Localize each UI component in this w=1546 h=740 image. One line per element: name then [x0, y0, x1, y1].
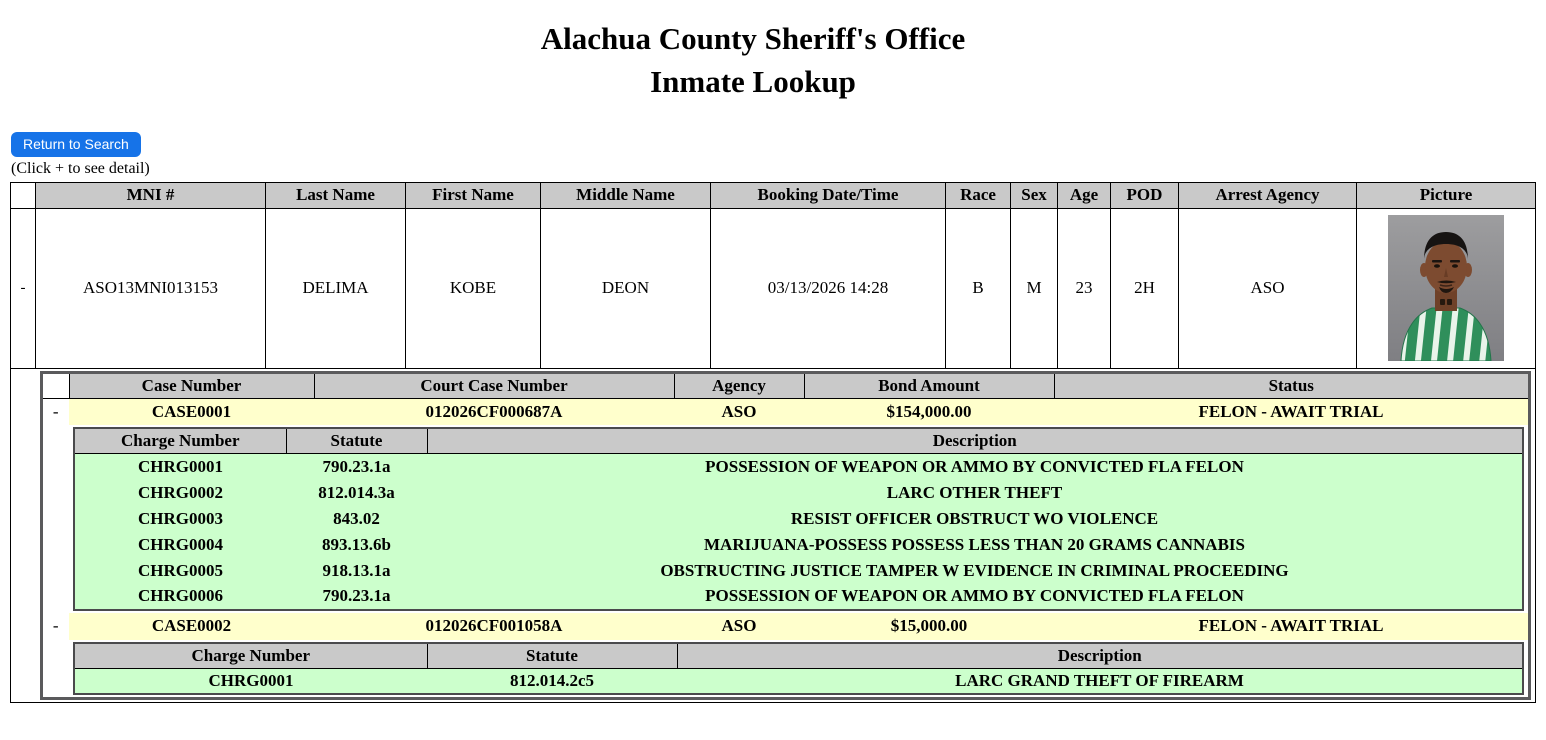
- inmate-age: 23: [1058, 208, 1111, 368]
- charge-number: CHRG0006: [74, 584, 286, 610]
- case-container: [40, 371, 1532, 701]
- charge-description: POSSESSION OF WEAPON OR AMMO BY CONVICTED FLA FELON: [427, 584, 1523, 610]
- charge-table-container: [69, 640, 1530, 699]
- inmate-sex: M: [1011, 208, 1058, 368]
- page-title: [10, 18, 1496, 104]
- header-booking-datetime: Booking Date/Time: [711, 182, 946, 208]
- toggle-column-header: [11, 182, 36, 208]
- case-header: Agency: [674, 372, 804, 398]
- case-status: FELON - AWAIT TRIAL: [1054, 398, 1530, 425]
- charge-row: [74, 480, 1523, 506]
- case-collapse-toggle[interactable]: -: [41, 398, 69, 425]
- charge-statute: 843.02: [286, 506, 427, 532]
- charge-table-row: [41, 425, 1530, 613]
- charge-description: MARIJUANA-POSSESS POSSESS LESS THAN 20 GRAMS CANNABIS: [427, 532, 1523, 558]
- court-case-number: 012026CF001058A: [314, 613, 674, 640]
- inmate-picture-cell: [1357, 208, 1536, 368]
- charge-number: CHRG0002: [74, 480, 286, 506]
- header-middle-name: Middle Name: [541, 182, 711, 208]
- charge-table: [73, 642, 1524, 696]
- inmate-arrest-agency: ASO: [1179, 208, 1357, 368]
- case-toggle-column-header: [41, 372, 69, 398]
- case-header: Case Number: [69, 372, 314, 398]
- inmate-last-name: DELIMA: [266, 208, 406, 368]
- inmate-race: B: [946, 208, 1011, 368]
- case-collapse-toggle[interactable]: -: [41, 613, 69, 640]
- case-agency: ASO: [674, 398, 804, 425]
- inmate-photo: [1388, 215, 1504, 361]
- bond-amount: $154,000.00: [804, 398, 1054, 425]
- charge-header: Statute: [427, 643, 677, 669]
- charge-row: [74, 532, 1523, 558]
- page-title-line1: Alachua County Sheriff's Office: [540, 21, 966, 56]
- charge-row: [74, 668, 1523, 694]
- charge-number: CHRG0001: [74, 454, 286, 480]
- charge-row: [74, 584, 1523, 610]
- charge-statute: 812.014.3a: [286, 480, 427, 506]
- charge-table-row: [41, 640, 1530, 699]
- charge-statute: 893.13.6b: [286, 532, 427, 558]
- charge-description: LARC OTHER THEFT: [427, 480, 1523, 506]
- case-table: [40, 371, 1532, 701]
- charge-description: RESIST OFFICER OBSTRUCT WO VIOLENCE: [427, 506, 1523, 532]
- charge-header: Charge Number: [74, 428, 286, 454]
- charge-table-container: [69, 425, 1530, 613]
- case-header: Bond Amount: [804, 372, 1054, 398]
- header-sex: Sex: [1011, 182, 1058, 208]
- case-number: CASE0002: [69, 613, 314, 640]
- header-arrest-agency: Arrest Agency: [1179, 182, 1357, 208]
- inmate-pod: 2H: [1111, 208, 1179, 368]
- charge-number: CHRG0005: [74, 558, 286, 584]
- charge-header: Statute: [286, 428, 427, 454]
- inmate-table: [10, 182, 1536, 704]
- header-mni: MNI #: [36, 182, 266, 208]
- inmate-booking-datetime: 03/13/2026 14:28: [711, 208, 946, 368]
- case-row: [41, 398, 1530, 425]
- charge-header: Description: [677, 643, 1523, 669]
- header-pod: POD: [1111, 182, 1179, 208]
- charge-number: CHRG0003: [74, 506, 286, 532]
- charge-header: Charge Number: [74, 643, 427, 669]
- case-detail-row: [11, 368, 1536, 703]
- case-header: Court Case Number: [314, 372, 674, 398]
- header-age: Age: [1058, 182, 1111, 208]
- charge-statute: 812.014.2c5: [427, 668, 677, 694]
- charge-number: CHRG0001: [74, 668, 427, 694]
- inmate-row: [11, 208, 1536, 368]
- court-case-number: 012026CF000687A: [314, 398, 674, 425]
- case-row: [41, 613, 1530, 640]
- charge-statute: 790.23.1a: [286, 584, 427, 610]
- return-to-search-button[interactable]: Return to Search: [11, 132, 141, 157]
- header-race: Race: [946, 182, 1011, 208]
- charge-row: [74, 454, 1523, 480]
- charge-table: [73, 427, 1524, 611]
- header-last-name: Last Name: [266, 182, 406, 208]
- inmate-first-name: KOBE: [406, 208, 541, 368]
- charge-description: OBSTRUCTING JUSTICE TAMPER W EVIDENCE IN CRIMINAL PROCEEDING: [427, 558, 1523, 584]
- inmate-mni: ASO13MNI013153: [36, 208, 266, 368]
- case-number: CASE0001: [69, 398, 314, 425]
- header-picture: Picture: [1357, 182, 1536, 208]
- charge-header-row: [74, 643, 1523, 669]
- charge-header: Description: [427, 428, 1523, 454]
- case-agency: ASO: [674, 613, 804, 640]
- case-status: FELON - AWAIT TRIAL: [1054, 613, 1530, 640]
- header-first-name: First Name: [406, 182, 541, 208]
- charge-statute: 790.23.1a: [286, 454, 427, 480]
- charge-row: [74, 506, 1523, 532]
- charge-row: [74, 558, 1523, 584]
- bond-amount: $15,000.00: [804, 613, 1054, 640]
- inmate-header-row: [11, 182, 1536, 208]
- charge-statute: 918.13.1a: [286, 558, 427, 584]
- inmate-collapse-toggle[interactable]: -: [11, 208, 36, 368]
- detail-hint: (Click + to see detail): [11, 159, 150, 177]
- charge-header-row: [74, 428, 1523, 454]
- case-header-row: [41, 372, 1530, 398]
- case-detail-cell: [36, 368, 1536, 703]
- charge-description: POSSESSION OF WEAPON OR AMMO BY CONVICTED FLA FELON: [427, 454, 1523, 480]
- inmate-middle-name: DEON: [541, 208, 711, 368]
- charge-number: CHRG0004: [74, 532, 286, 558]
- page-title-line2: Inmate Lookup: [650, 63, 856, 99]
- charge-description: LARC GRAND THEFT OF FIREARM: [677, 668, 1523, 694]
- case-header: Status: [1054, 372, 1530, 398]
